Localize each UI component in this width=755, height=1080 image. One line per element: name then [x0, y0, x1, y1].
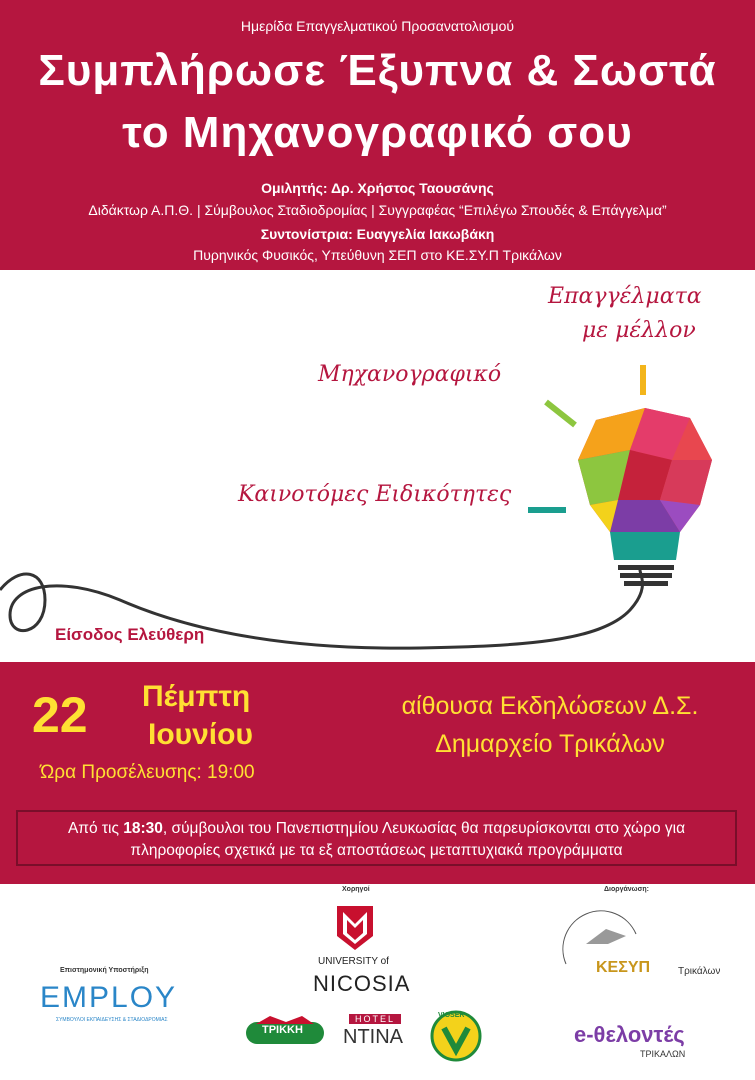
coordinator-name: Συντονίστρια: Ευαγγελία Ιακωβάκη [260, 226, 495, 242]
title-line-1: Συμπλήρωσε Έξυπνα & Σωστά [38, 46, 717, 95]
note-prefix: Από τις [67, 820, 124, 837]
label-careers-future: με μέλλον [582, 318, 696, 343]
date-venue-banner [0, 662, 755, 800]
unic-name-line1: UNIVERSITY of [318, 956, 389, 967]
vioser-name: VIOSER [438, 1012, 465, 1019]
hotel-label: HOTEL [349, 1014, 401, 1024]
free-entry-label: Είσοδος Ελεύθερη [55, 625, 205, 644]
event-month: Ιουνίου [148, 718, 253, 751]
header-banner [0, 0, 755, 270]
event-subtitle: Ημερίδα Επαγγελματικού Προσανατολισμού [240, 18, 515, 34]
venue-line-1: αίθουσα Εκδηλώσεων Δ.Σ. [401, 692, 699, 720]
note-text: , σύμβουλοι του Πανεπιστημίου Λευκωσίας θα παρευρίσκονται στο χώρο για πληροφορίες σχετικά με τα εξ αποστάσεως μεταπτυχιακά προγράμματα [130, 820, 686, 859]
e-volunteers-logo: e-θελοντές [574, 1022, 685, 1047]
speaker-name: Ομιλητής: Δρ. Χρήστος Ταουσάνης [261, 180, 494, 196]
hotel-name: NTINA [343, 1026, 403, 1048]
note-banner [0, 800, 755, 884]
university-note [16, 810, 737, 866]
label-careers: Επαγγέλματα [548, 284, 702, 309]
arrival-time: Ώρα Προσέλευσης: 19:00 [40, 762, 255, 783]
label-innovative-specialties: Καινοτόμες Ειδικότητες [238, 482, 512, 507]
event-weekday: Πέμπτη [142, 680, 251, 713]
lightbulb-graphic-area [0, 270, 755, 662]
venue-line-2: Δημαρχείο Τρικάλων [435, 730, 665, 758]
employ-subtitle: ΣΥΜΒΟΥΛΟΙ ΕΚΠΑΙΔΕΥΣΗΣ & ΣΤΑΔΙΟΔΡΟΜΙΑΣ [56, 1017, 168, 1023]
label-application-form: Μηχανογραφικό [318, 362, 502, 387]
sponsors-label: Χορηγοί [342, 886, 370, 893]
event-day: 22 [32, 687, 88, 743]
coordinator-bio: Πυρηνικός Φυσικός, Υπεύθυνη ΣΕΠ στο ΚΕ.ΣΥ.Π Τρικάλων [193, 247, 562, 263]
logos-footer [0, 884, 755, 1080]
kesyp-city: Τρικάλων [678, 966, 721, 977]
support-label: Επιστημονική Υποστήριξη [60, 967, 149, 974]
note-time: 18:30 [123, 820, 163, 837]
unic-name-line2: NICOSIA [313, 971, 411, 996]
organizers-label: Διοργάνωση: [604, 886, 649, 893]
trikki-logo: ΤΡΙΚΚΗ [262, 1024, 303, 1036]
kesyp-logo: ΚΕΣΥΠ [596, 959, 651, 976]
employ-logo: EMPLOY [40, 981, 178, 1014]
title-line-2: το Μηχανογραφικό σου [122, 108, 633, 157]
e-volunteers-city: ΤΡΙΚΑΛΩΝ [640, 1049, 686, 1059]
speaker-bio: Διδάκτωρ Α.Π.Θ. | Σύμβουλος Σταδιοδρομίας | Συγγραφέας “Επιλέγω Σπουδές & Επάγγελμα” [88, 202, 667, 218]
unic-emblem-icon [335, 906, 375, 950]
